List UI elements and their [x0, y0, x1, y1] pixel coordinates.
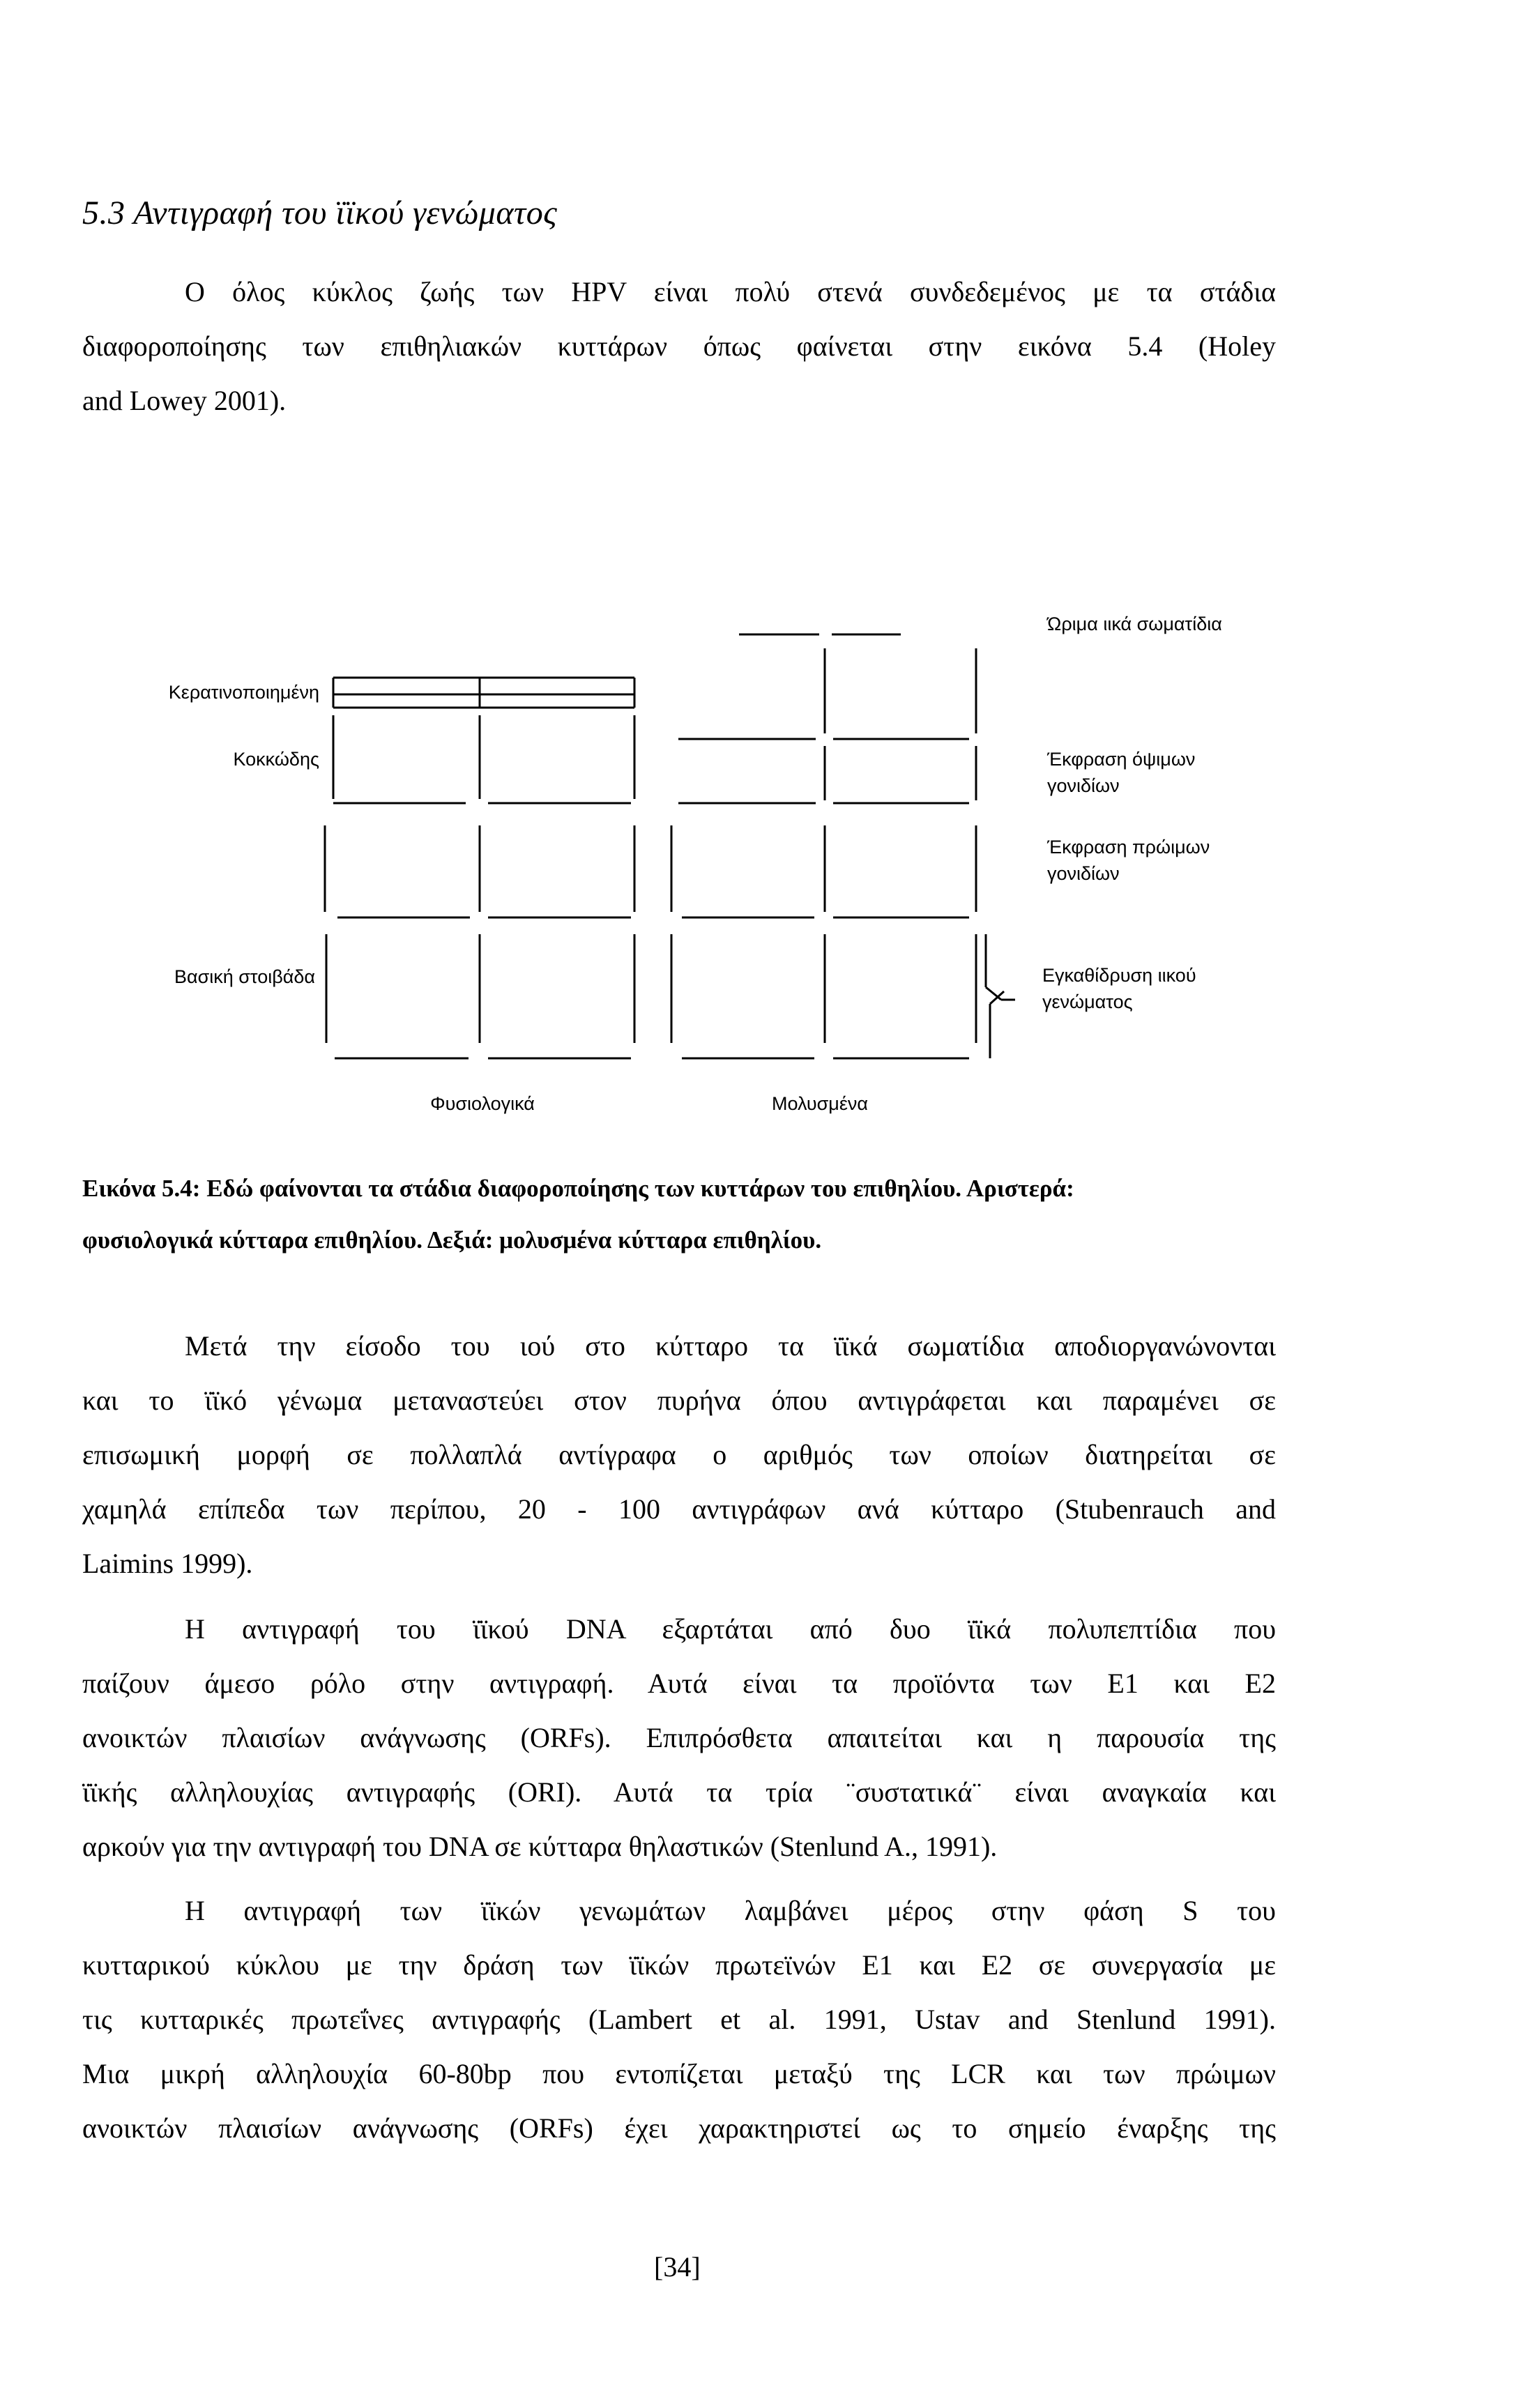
page-number: [34] — [654, 2251, 701, 2283]
paragraph-line: χαμηλά επίπεδα των περίπου, 20 - 100 αντιγράφων ανά κύτταρο (Stubenrauch and — [82, 1493, 1276, 1525]
section-title: 5.3 Αντιγραφή του ϊϊκού γενώματος — [82, 195, 558, 231]
caption-line: φυσιολογικά κύτταρα επιθηλίου. Δεξιά: μολυσμένα κύτταρα επιθηλίου. — [82, 1226, 822, 1253]
body-paragraph-2 — [82, 1602, 1276, 1874]
paragraph-line: επισωμική μορφή σε πολλαπλά αντίγραφα ο αριθμός των οποίων διατηρείται σε — [82, 1439, 1276, 1470]
label-genome-establishment-2: γενώματος — [1042, 991, 1133, 1012]
intro-paragraph — [82, 265, 1276, 428]
paragraph-line: Μετά την είσοδο του ιού στο κύτταρο τα ϊϊκά σωματίδια αποδιοργανώνονται — [185, 1330, 1276, 1362]
body-paragraph-1 — [82, 1319, 1276, 1591]
paragraph-line: αρκούν για την αντιγραφή του DNA σε κύτταρα θηλαστικών (Stenlund A., 1991). — [82, 1831, 998, 1862]
paragraph-line: κυτταρικού κύκλου με την δράση των ϊϊκών πρωτεϊνών E1 και E2 σε συνεργασία με — [82, 1949, 1276, 1981]
paragraph-line: ανοικτών πλαισίων ανάγνωσης (ORFs). Επιπρόσθετα απαιτείται και η παρουσία της — [82, 1722, 1276, 1753]
label-early-genes-2: γονιδίων — [1047, 863, 1120, 884]
paragraph-line: Ο όλος κύκλος ζωής των HPV είναι πολύ στενά συνδεδεμένος με τα στάδια — [185, 276, 1276, 307]
physiological-epithelium-diagram — [325, 678, 634, 1058]
paragraph-line: ϊϊκής αλληλουχίας αντιγραφής (ORI). Αυτά τα τρία ¨συστατικά¨ είναι αναγκαία και — [82, 1776, 1276, 1808]
label-physiological: Φυσιολογικά — [430, 1093, 535, 1114]
label-late-genes-2: γονιδίων — [1047, 775, 1120, 796]
label-granular: Κοκκώδης — [233, 749, 319, 770]
paragraph-line: τις κυτταρικές πρωτεΐνες αντιγραφής (Lambert et al. 1991, Ustav and Stenlund 1991). — [82, 2004, 1276, 2035]
body-paragraph-3 — [82, 1884, 1276, 2156]
paragraph-line: και το ϊϊκό γένωμα μεταναστεύει στον πυρήνα όπου αντιγράφεται και παραμένει σε — [82, 1385, 1276, 1416]
label-basal: Βασική στοιβάδα — [174, 966, 315, 987]
figure-epithelium-differentiation — [0, 579, 1538, 1136]
figure-svg — [0, 579, 1538, 1136]
infected-epithelium-diagram — [671, 634, 1015, 1058]
label-infected: Μολυσμένα — [772, 1093, 868, 1114]
paragraph-line: and Lowey 2001). — [82, 385, 287, 416]
paragraph-line: Laimins 1999). — [82, 1548, 253, 1579]
label-keratinized: Κερατινοποιημένη — [168, 682, 319, 703]
paragraph-line: διαφοροποίησης των επιθηλιακών κυττάρων όπως φαίνεται στην εικόνα 5.4 (Holey — [82, 330, 1276, 362]
label-genome-establishment: Εγκαθίδρυση ιικού — [1042, 965, 1196, 986]
paragraph-line: Η αντιγραφή του ϊϊκού DNA εξαρτάται από δυο ϊϊκά πολυπεπτίδια που — [185, 1613, 1276, 1645]
label-late-genes: Έκφραση όψιμων — [1047, 749, 1196, 770]
label-mature-virions: Ώριμα ιικά σωματίδια — [1047, 614, 1222, 634]
label-early-genes: Έκφραση πρώιμων — [1047, 837, 1210, 858]
paragraph-line: ανοικτών πλαισίων ανάγνωσης (ORFs) έχει χαρακτηριστεί ως το σημείο έναρξης της — [82, 2112, 1276, 2144]
paragraph-line: Μια μικρή αλληλουχία 60-80bp που εντοπίζεται μεταξύ της LCR και των πρώιμων — [82, 2058, 1276, 2089]
paragraph-line: παίζουν άμεσο ρόλο στην αντιγραφή. Αυτά είναι τα προϊόντα των E1 και E2 — [82, 1668, 1276, 1699]
caption-line: Εικόνα 5.4: Εδώ φαίνονται τα στάδια διαφοροποίησης των κυττάρων του επιθηλίου. Αριστερά: — [82, 1175, 1074, 1202]
paragraph-line: Η αντιγραφή των ϊϊκών γενωμάτων λαμβάνει μέρος στην φάση S του — [185, 1895, 1276, 1926]
figure-caption — [82, 1163, 1267, 1266]
